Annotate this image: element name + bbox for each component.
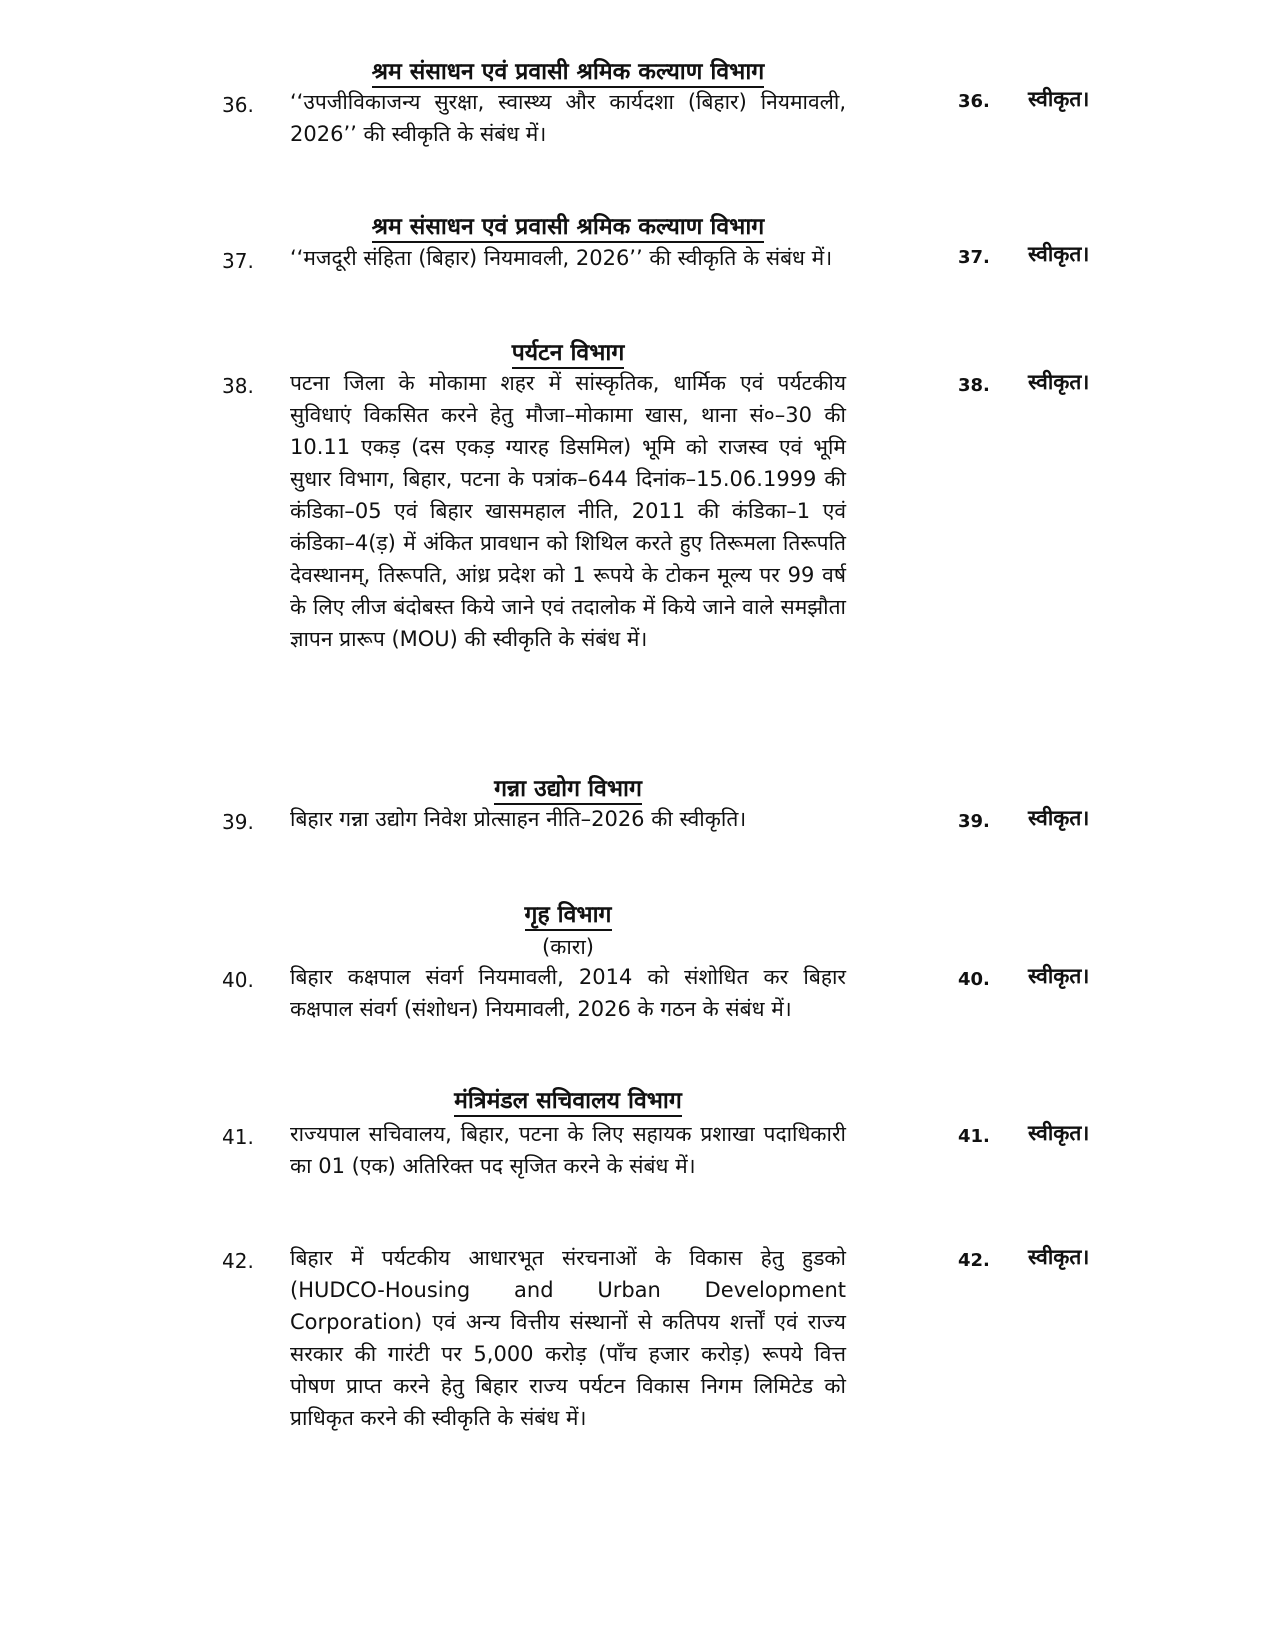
item-text: ‘‘मजदूरी संहिता (बिहार) नियमावली, 2026’’ की स्वीकृति के संबंध में। [290, 246, 833, 270]
status-label: स्वीकृत। [1028, 242, 1090, 266]
status-label: स्वीकृत। [1028, 87, 1090, 111]
result-number: 40. [958, 969, 990, 990]
sub-department-label: (कारा) [542, 935, 594, 959]
result-number: 36. [958, 91, 990, 112]
item-number: 36. [222, 93, 254, 117]
item-text: राज्यपाल सचिवालय, बिहार, पटना के लिए सहायक प्रशाखा पदाधिकारी का 01 (एक) अतिरिक्त पद सृजित करने के संबंध में। [290, 1122, 846, 1178]
item-text: बिहार कक्षपाल संवर्ग नियमावली, 2014 को संशोधित कर बिहार कक्षपाल संवर्ग (संशोधन) नियमावली, 2026 के गठन के संबंध में। [290, 965, 846, 1021]
result-number: 38. [958, 375, 990, 396]
department-heading: गृह विभाग [290, 900, 846, 930]
department-heading: श्रम संसाधन एवं प्रवासी श्रमिक कल्याण विभाग [290, 57, 846, 87]
item-text: बिहार गन्ना उद्योग निवेश प्रोत्साहन नीति–2026 की स्वीकृति। [290, 807, 747, 831]
department-heading: श्रम संसाधन एवं प्रवासी श्रमिक कल्याण विभाग [290, 212, 846, 242]
status-label: स्वीकृत। [1028, 370, 1090, 394]
status-label: स्वीकृत। [1028, 1245, 1090, 1269]
item-number: 38. [222, 374, 254, 398]
department-heading: गन्ना उद्योग विभाग [290, 774, 846, 804]
status-label: स्वीकृत। [1028, 964, 1090, 988]
item-number: 39. [222, 810, 254, 834]
department-heading: मंत्रिमंडल सचिवालय विभाग [290, 1086, 846, 1116]
item-number: 41. [222, 1125, 254, 1149]
result-number: 39. [958, 811, 990, 832]
item-number: 42. [222, 1249, 254, 1273]
result-number: 41. [958, 1126, 990, 1147]
status-label: स्वीकृत। [1028, 806, 1090, 830]
department-heading: पर्यटन विभाग [290, 338, 846, 368]
item-number: 37. [222, 249, 254, 273]
result-number: 42. [958, 1250, 990, 1271]
item-text: बिहार में पर्यटकीय आधारभूत संरचनाओं के विकास हेतु हुडको (HUDCO-Housing and Urban Development Corporation) एवं अन्य वित्तीय संस्थानों से कतिपय शर्त्तों एवं राज्य सरकार की गारंटी पर 5,000 करोड़ (पाँच हजार करोड़) रूपये वित्त पोषण प्राप्त करने हेतु बिहार राज्य पर्यटन विकास निगम लिमिटेड को प्राधिकृत करने की स्वीकृति के संबंध में। [290, 1246, 846, 1430]
result-number: 37. [958, 247, 990, 268]
item-text: पटना जिला के मोकामा शहर में सांस्कृतिक, धार्मिक एवं पर्यटकीय सुविधाएं विकसित करने हेतु मौजा–मोकामा खास, थाना सं०–30 की 10.11 एकड़ (दस एकड़ ग्यारह डिसमिल) भूमि को राजस्व एवं भूमि सुधार विभाग, बिहार, पटना के पत्रांक–644 दिनांक–15.06.1999 की कंडिका–05 एवं बिहार खासमहाल नीति, 2011 की कंडिका–1 एवं कंडिका–4(ड़) में अंकित प्रावधान को शिथिल करते हुए तिरूमला तिरूपति देवस्थानम्, तिरूपति, आंध्र प्रदेश को 1 रूपये के टोकन मूल्य पर 99 वर्ष के लिए लीज बंदोबस्त किये जाने एवं तदालोक में किये जाने वाले समझौता ज्ञापन प्रारूप (MOU) की स्वीकृति के संबंध में। [290, 371, 846, 651]
item-text: ‘‘उपजीविकाजन्य सुरक्षा, स्वास्थ्य और कार्यदशा (बिहार) नियमावली, 2026’’ की स्वीकृति के संबंध में। [290, 90, 846, 146]
item-number: 40. [222, 968, 254, 992]
status-label: स्वीकृत। [1028, 1121, 1090, 1145]
